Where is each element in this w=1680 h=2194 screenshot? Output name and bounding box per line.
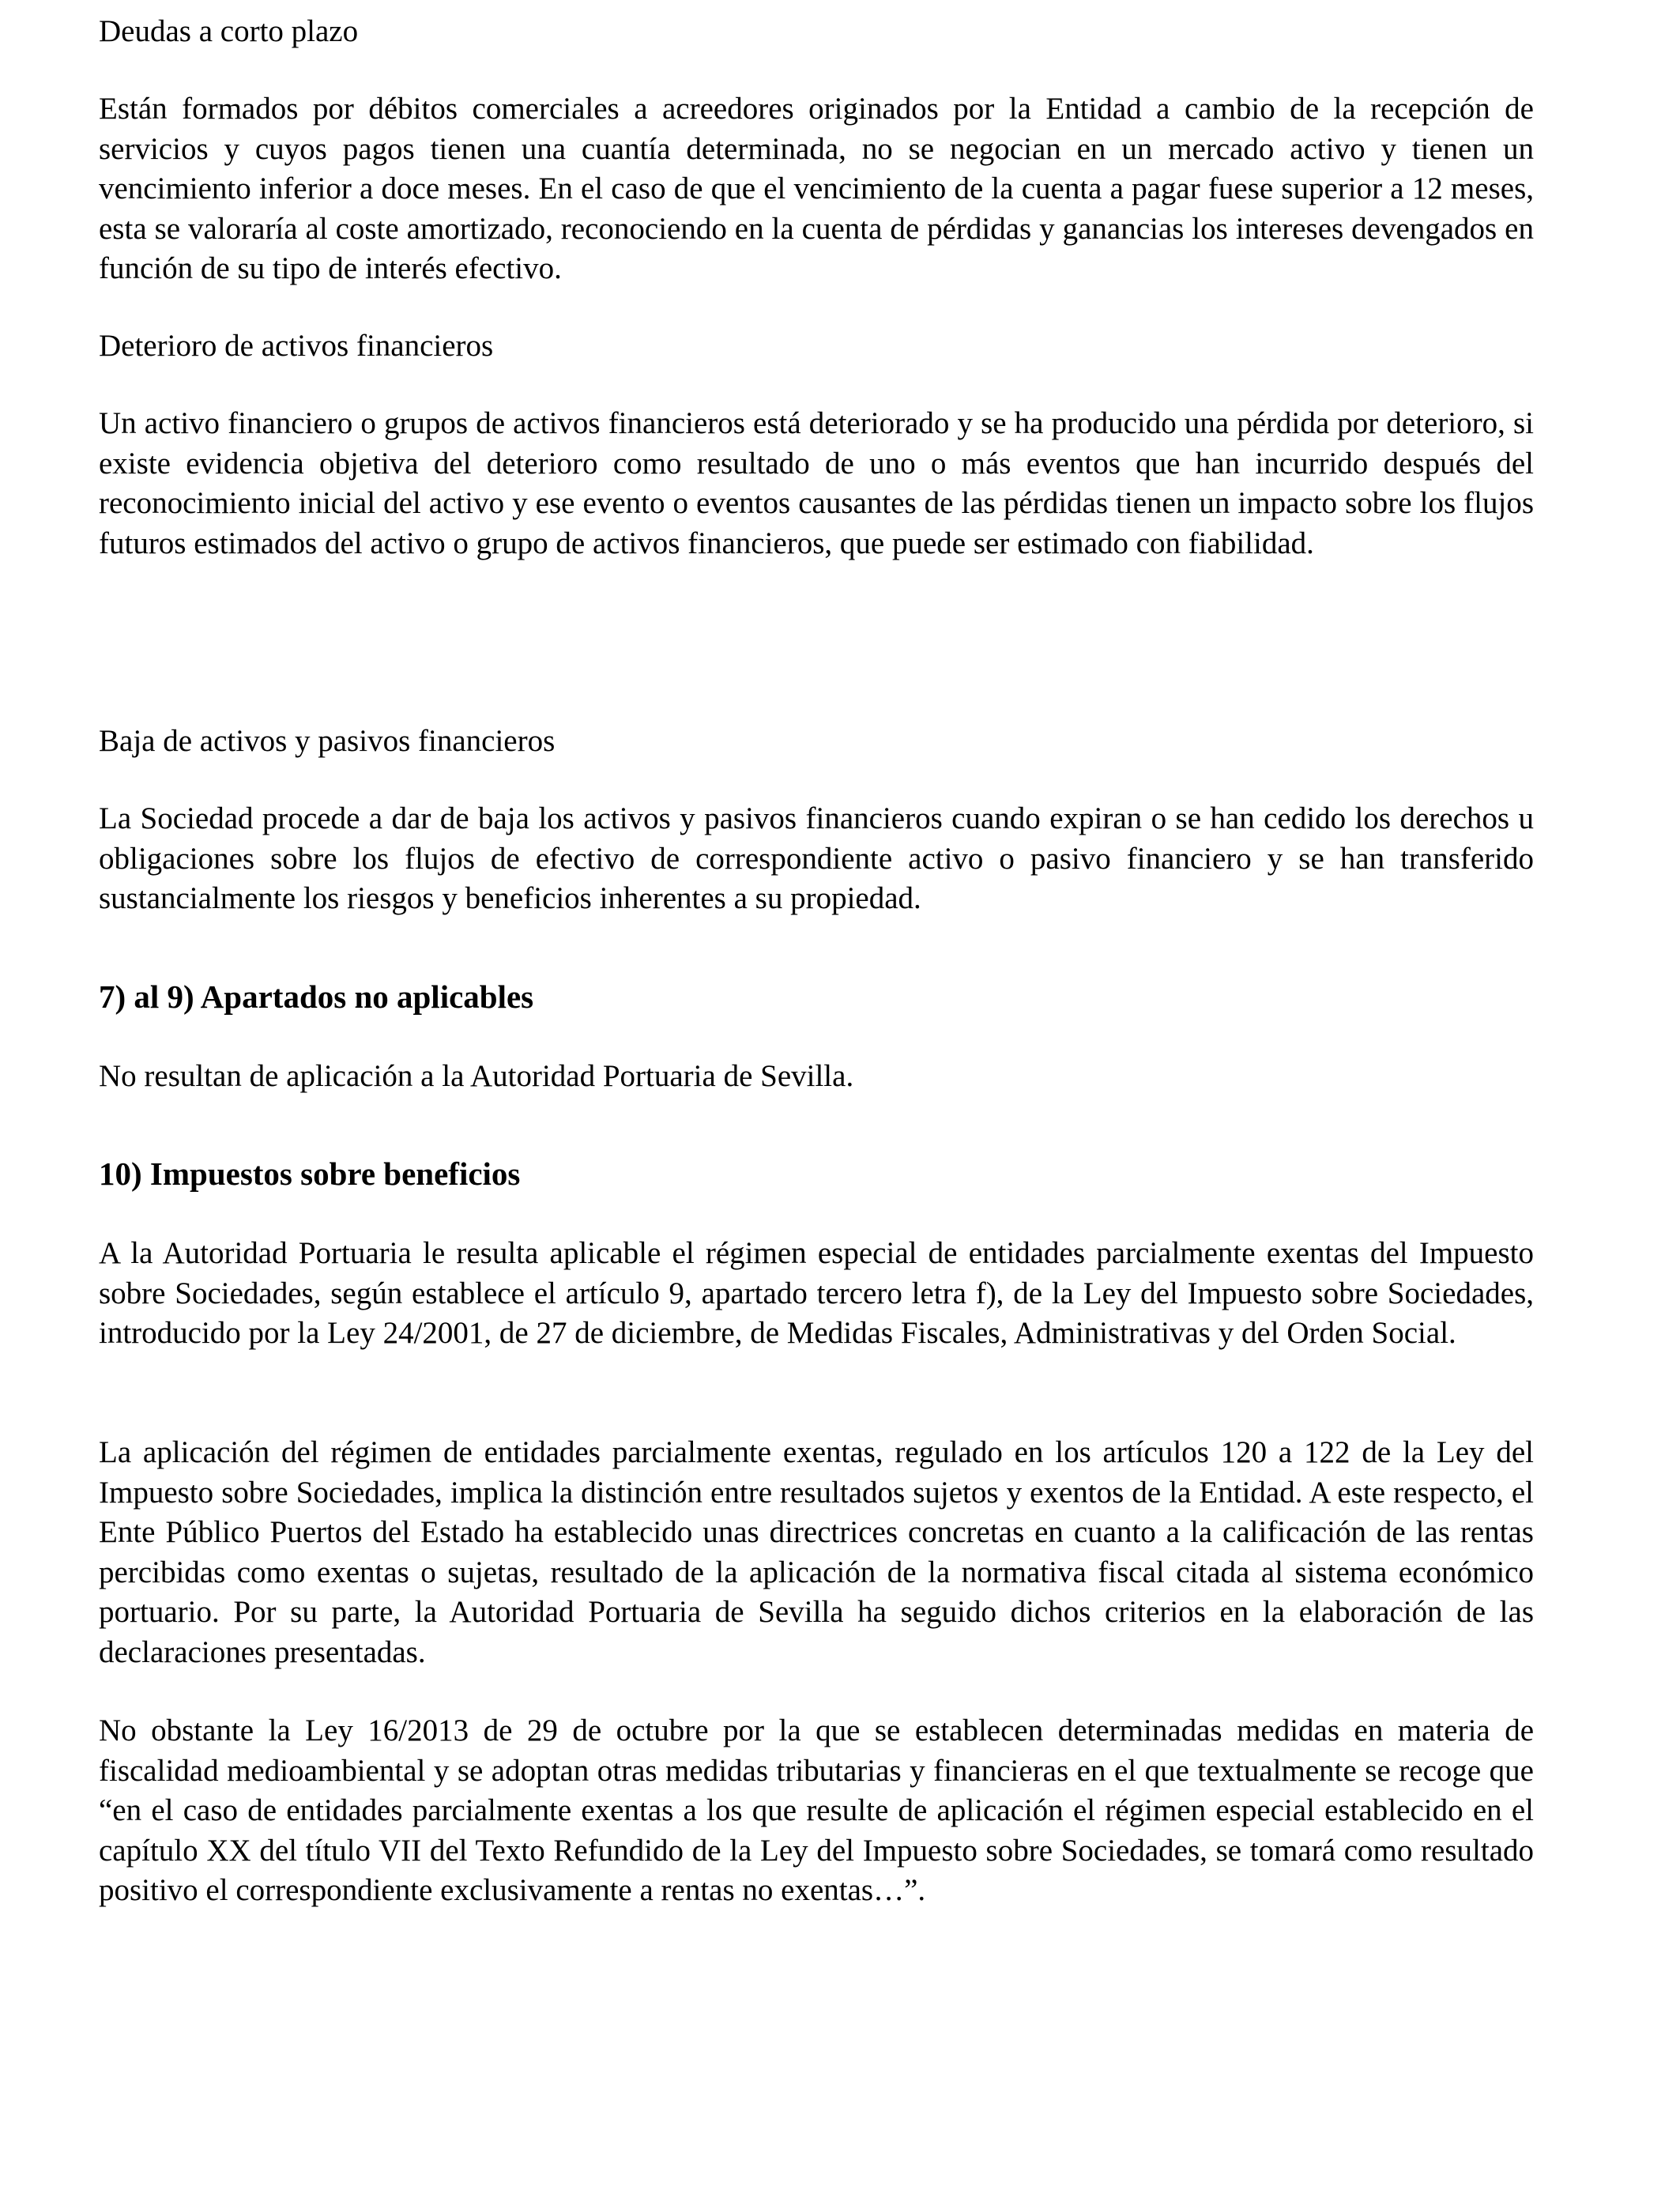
paragraph-impuestos-2: La aplicación del régimen de entidades parcialmente exentas, regulado en los artículos 120 a 122 de la Ley del Impuesto sobre Sociedades, implica la distinción entre resultados sujetos y exentos de la Entidad. A este respecto, el Ente Público Puertos del Estado ha establecido unas directrices concretas en cuanto a la calificación de las rentas percibidas como exentas o sujetas, resultado de la aplicación de la normativa fiscal citada al sistema económico portuario. Por su parte, la Autoridad Portuaria de Sevilla ha seguido dichos criterios en la elaboración de las declaraciones presentadas. (99, 1435, 1534, 1669)
paragraph-baja-activos-pasivos: La Sociedad procede a dar de baja los activos y pasivos financieros cuando expiran o se han cedido los derechos u obligaciones sobre los flujos de efectivo de correspondiente activo o pasivo financiero y se han transferido sustancialmente los riesgos y beneficios inherentes a su propiedad. (99, 801, 1534, 915)
paragraph-apartados-no-aplicables: No resultan de aplicación a la Autoridad Portuaria de Sevilla. (99, 1059, 854, 1093)
heading-apartados-no-aplicables: 7) al 9) Apartados no aplicables (99, 978, 534, 1015)
section-title-baja-activos-pasivos: Baja de activos y pasivos financieros (99, 724, 556, 758)
section-title-deudas-corto-plazo: Deudas a corto plazo (99, 14, 359, 48)
paragraph-deterioro-activos: Un activo financiero o grupos de activos financieros está deteriorado y se ha producido una pérdida por deterioro, si existe evidencia objetiva del deterioro como resultado de uno o más eventos que han incurrido después del reconocimiento inicial del activo y ese evento o eventos causantes de las pérdidas tienen un impacto sobre los flujos futuros estimados del activo o grupo de activos financieros, que puede ser estimado con fiabilidad. (99, 406, 1534, 560)
paragraph-impuestos-3: No obstante la Ley 16/2013 de 29 de octubre por la que se establecen determinadas medidas en materia de fiscalidad medioambiental y se adoptan otras medidas tributarias y financieras en el que textualmente se recoge que “en el caso de entidades parcialmente exentas a los que resulte de aplicación el régimen especial establecido en el capítulo XX del título VII del Texto Refundido de la Ley del Impuesto sobre Sociedades, se tomará como resultado positivo el correspondiente exclusivamente a rentas no exentas…”. (99, 1713, 1534, 1907)
section-title-deterioro-activos: Deterioro de activos financieros (99, 329, 494, 363)
paragraph-deudas-corto-plazo: Están formados por débitos comerciales a acreedores originados por la Entidad a cambio de la recepción de servicios y cuyos pagos tienen una cuantía determinada, no se negocian en un mercado activo y tienen un vencimiento inferior a doce meses. En el caso de que el vencimiento de la cuenta a pagar fuese superior a 12 meses, esta se valoraría al coste amortizado, reconociendo en la cuenta de pérdidas y ganancias los intereses devengados en función de su tipo de interés efectivo. (99, 92, 1534, 285)
paragraph-impuestos-1: A la Autoridad Portuaria le resulta aplicable el régimen especial de entidades parcialmente exentas del Impuesto sobre Sociedades, según establece el artículo 9, apartado tercero letra f), de la Ley del Impuesto sobre Sociedades, introducido por la Ley 24/2001, de 27 de diciembre, de Medidas Fiscales, Administrativas y del Orden Social. (99, 1236, 1534, 1350)
heading-impuestos-beneficios: 10) Impuestos sobre beneficios (99, 1155, 521, 1192)
